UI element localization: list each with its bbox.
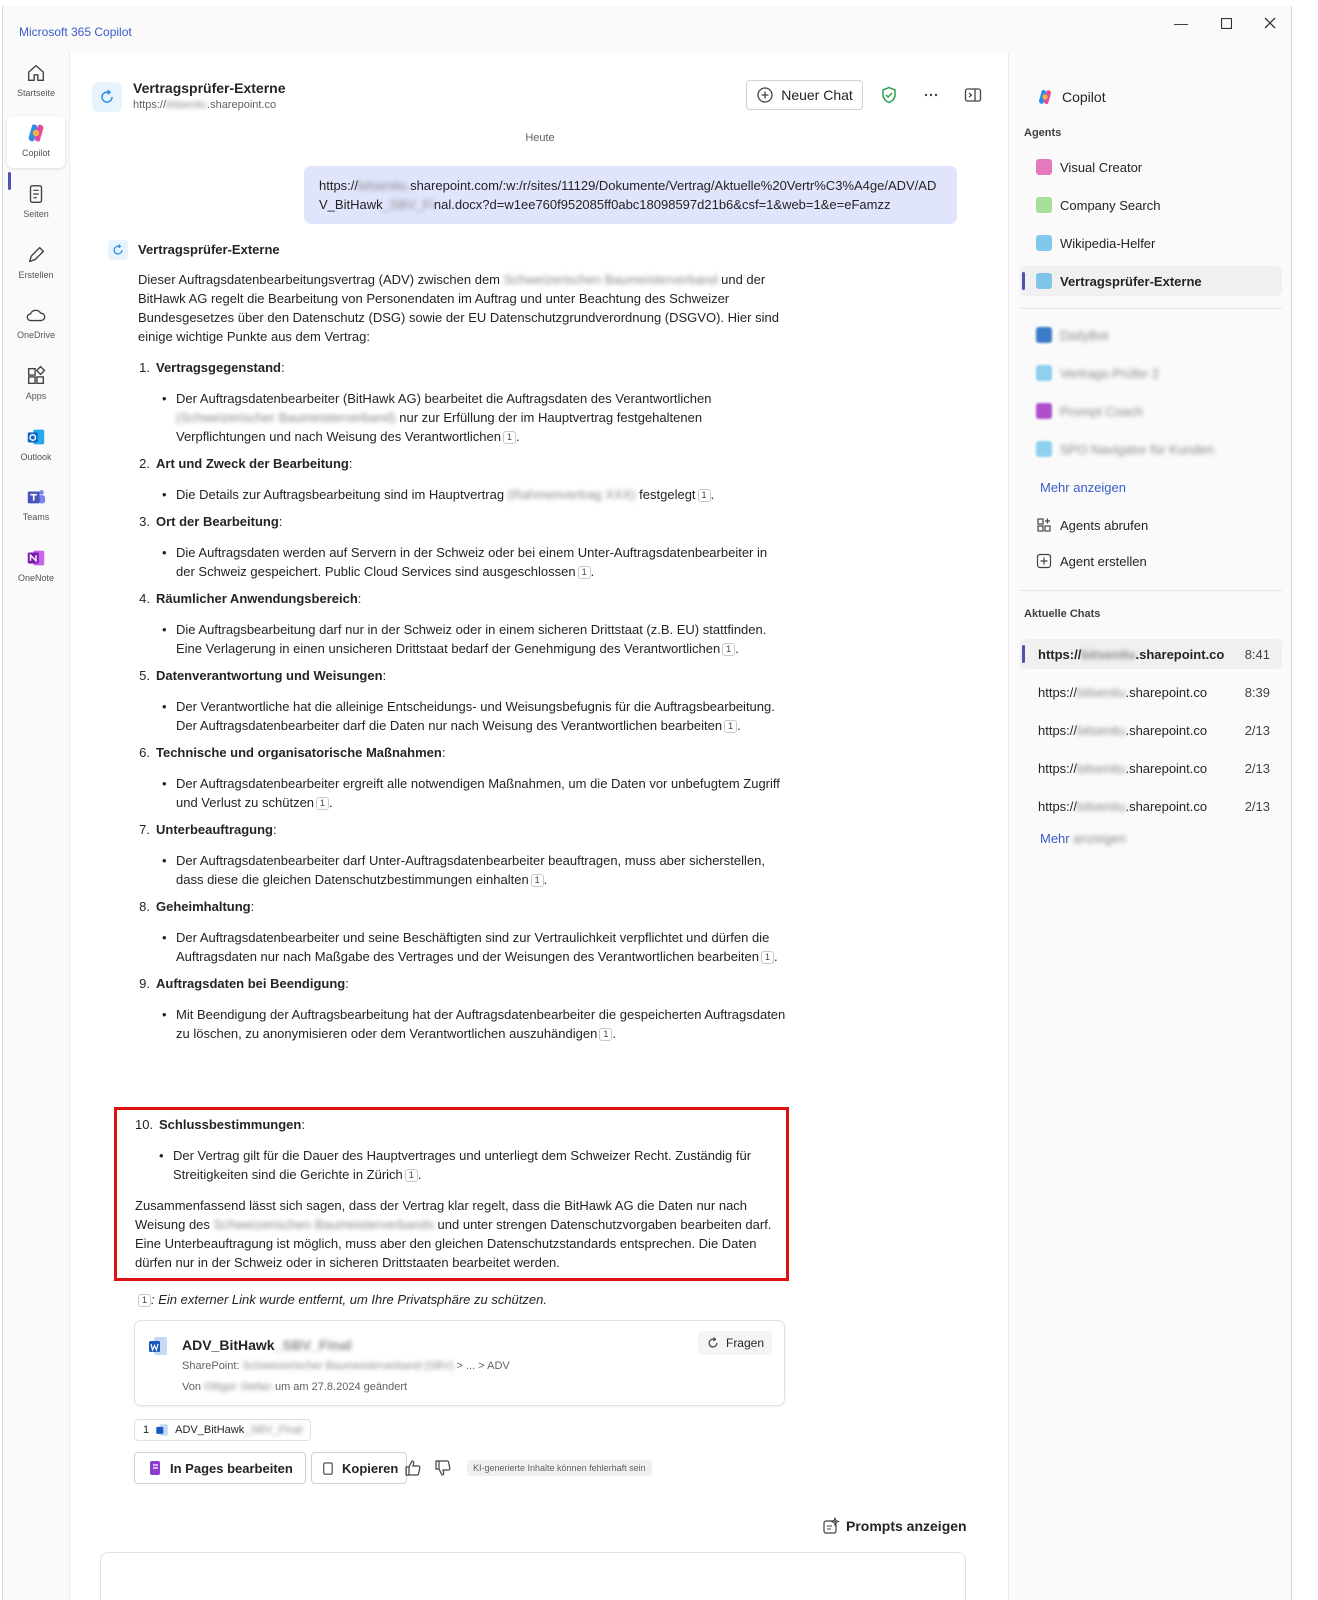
citation-marker[interactable]: 1 xyxy=(138,1294,151,1307)
citation-marker[interactable]: 1 xyxy=(761,951,774,964)
recent-chat-item[interactable]: https://bitsenitu.sharepoint.co 2/13 xyxy=(1038,798,1270,814)
right-panel xyxy=(1010,52,1292,1600)
copilot-nav-item[interactable]: Copilot xyxy=(1020,82,1282,112)
ask-button[interactable]: Fragen xyxy=(698,1331,772,1355)
chat-main xyxy=(69,52,1009,1600)
agent-item[interactable]: DailyBot xyxy=(1020,320,1282,350)
agent-icon xyxy=(1036,273,1052,289)
agent-item[interactable]: Vertrags-Prüfer 2 xyxy=(1020,358,1282,388)
citation-marker[interactable]: 1 xyxy=(316,797,329,810)
response-section xyxy=(138,974,788,1043)
rail-item-erstellen[interactable] xyxy=(7,238,65,290)
maximize-icon[interactable] xyxy=(1203,10,1249,36)
thumbs-up-icon[interactable] xyxy=(403,1458,423,1478)
cloud-icon xyxy=(25,304,47,326)
apps-icon xyxy=(25,365,47,387)
rail-label: Apps xyxy=(25,391,47,401)
new-chat-icon xyxy=(756,86,774,104)
show-prompts-button[interactable]: Prompts anzeigen xyxy=(822,1517,967,1535)
recent-chat-item[interactable]: https://bitsenitu.sharepoint.co 8:41 xyxy=(1020,639,1282,669)
recent-chat-item[interactable]: https://bitsenitu.sharepoint.co 2/13 xyxy=(1038,760,1270,776)
agent-icon xyxy=(1036,365,1052,381)
recent-chat-item[interactable]: https://bitsenitu.sharepoint.co 8:39 xyxy=(1038,684,1270,700)
response-agent-icon xyxy=(108,240,128,260)
rail-item-onedrive[interactable] xyxy=(7,298,65,350)
section-title: 1. Vertragsgegenstand: xyxy=(139,360,285,375)
section-title: 5. Datenverantwortung und Weisungen: xyxy=(139,668,387,683)
left-rail xyxy=(3,52,69,1600)
section-bullet: • Mit Beendigung der Auftragsbearbeitung hat der Auftragsdatenbearbeiter die gespeicherten Auftragsdaten zu löschen, zu anonymisieren oder dem Verantwortlichen auszuhändigen 1 . xyxy=(138,1005,788,1043)
pen-icon xyxy=(25,244,47,266)
rail-item-seiten[interactable] xyxy=(7,177,65,229)
section-bullet: • Der Auftragsdatenbearbeiter ergreift alle notwendigen Maßnahmen, um die Daten vor unbefugtem Zugriff und Verlust zu schützen 1 . xyxy=(138,774,788,812)
agent-icon xyxy=(1036,159,1052,175)
agent-item[interactable]: Company Search xyxy=(1020,190,1282,220)
rail-label: Seiten xyxy=(23,209,49,219)
divider xyxy=(1020,308,1282,309)
section-bullet: • Der Verantwortliche hat die alleinige Entscheidungs- und Weisungsbefugnis für die Auftragsbearbeitung. Der Auftragsdatenbearbeiter darf die Daten nur nach Weisung des Verantwortlichen bearbeiten 1 . xyxy=(138,697,788,735)
section-bullet: • Die Details zur Auftragsbearbeitung sind im Hauptvertrag (Rahmenvertrag XXX) festgelegt 1 . xyxy=(138,485,788,504)
citation-marker[interactable]: 1 xyxy=(698,489,711,502)
agent-icon xyxy=(1036,235,1052,251)
rail-label: Teams xyxy=(22,512,50,522)
citation-marker[interactable]: 1 xyxy=(503,431,516,444)
chat-time: 2/13 xyxy=(1244,760,1270,776)
response-section xyxy=(138,589,788,658)
response-section xyxy=(138,820,788,889)
section-bullet: • Die Auftragsdaten werden auf Servern in der Schweiz oder bei einem Unter-Auftragsdatenbearbeiter in der Schweiz gespeichert. Public Cloud Services sind ausgeschlossen 1 . xyxy=(138,543,788,581)
agents-heading: Agents xyxy=(1024,127,1062,139)
app-title: Microsoft 365 Copilot xyxy=(19,25,132,39)
response-section xyxy=(138,897,788,966)
agent-url: https://bitsenitu.sharepoint.co xyxy=(133,99,277,111)
chat-time: 2/13 xyxy=(1244,722,1270,738)
copilot-icon xyxy=(1036,88,1054,106)
section-bullet: • Die Auftragsbearbeitung darf nur in der Schweiz oder in einem sicheren Drittstaat (z.B. EU) stattfinden. Eine Verlagerung in einen unsicheren Drittstaat bedarf der Genehmigung des Verantwortlichen 1 . xyxy=(138,620,788,658)
citation-marker[interactable]: 1 xyxy=(405,1169,418,1182)
title-bar xyxy=(3,6,1293,52)
section-title: 10. Schlussbestimmungen: xyxy=(135,1117,305,1132)
thumbs-down-icon[interactable] xyxy=(433,1458,453,1478)
edit-in-pages-button[interactable]: In Pages bearbeiten xyxy=(134,1452,306,1484)
rail-item-outlook[interactable] xyxy=(7,420,65,472)
section-bullet: • Der Auftragsdatenbearbeiter darf Unter-Auftragsdatenbearbeiter beauftragen, muss aber sicherstellen, dass diese die gleichen Datenschutzbestimmungen einhalten 1 . xyxy=(138,851,788,889)
reference-location: SharePoint: Schweizerischer Baumeisterverband (SBV) > ... > ADV xyxy=(182,1360,510,1372)
close-icon[interactable] xyxy=(1247,10,1293,36)
app-window xyxy=(2,6,1292,1600)
home-icon xyxy=(25,62,47,84)
summary-paragraph: Zusammenfassend lässt sich sagen, dass der Vertrag klar regelt, dass die BitHawk AG die Daten nur nach Weisung des Schweizerischen Baumeisterverbands und unter strengen Datenschutzvorgaben bearbeiten darf. Eine Unterbeauftragung ist möglich, muss aber den gleichen Datenschutzstandards entsprechen. Die Daten dürfen nur in der Schweiz oder in sicheren Drittstaaten bearbeitet werden. xyxy=(135,1198,772,1270)
minimize-icon[interactable]: — xyxy=(1174,15,1188,31)
rail-label: Erstellen xyxy=(18,270,54,280)
rail-label: OneNote xyxy=(17,573,55,583)
reference-chip[interactable]: 1 ADV_BitHawk_SBV_Final xyxy=(134,1419,311,1441)
citation-marker[interactable]: 1 xyxy=(722,643,735,656)
new-chat-button[interactable]: Neuer Chat xyxy=(746,80,863,110)
copy-icon xyxy=(320,1461,335,1476)
agent-item[interactable]: Vertragsprüfer-Externe xyxy=(1020,266,1282,296)
get-agents-button[interactable]: Agents abrufen xyxy=(1020,510,1282,540)
section-title: 7. Unterbeauftragung: xyxy=(139,822,277,837)
copy-button[interactable]: Kopieren xyxy=(311,1452,407,1484)
section-bullet: • Der Auftragsdatenbearbeiter (BitHawk AG) bearbeitet die Auftragsdaten des Verantwortlichen (Schweizerischer Baumeisterverband) nur zur Erfüllung der im Hauptvertrag festgehaltenen Verpflichtungen und nach Weisung des Verantwortlichen 1 . xyxy=(138,389,788,446)
rail-label: Startseite xyxy=(16,88,56,98)
citation-marker[interactable]: 1 xyxy=(531,874,544,887)
chat-time: 8:41 xyxy=(1244,646,1270,662)
word-file-icon xyxy=(155,1423,169,1437)
agent-item[interactable]: Wikipedia-Helfer xyxy=(1020,228,1282,258)
shield-check-icon[interactable] xyxy=(878,84,900,106)
reference-title[interactable]: ADV_BitHawk_SBV_Final xyxy=(182,1337,352,1353)
rail-label: Outlook xyxy=(20,452,52,462)
section-title: 3. Ort der Bearbeitung: xyxy=(139,514,283,529)
ai-disclaimer: KI-generierte Inhalte können fehlerhaft sein xyxy=(467,1460,652,1476)
more-options-icon[interactable] xyxy=(920,84,942,106)
agent-icon xyxy=(1036,403,1052,419)
response-sections xyxy=(138,358,788,1043)
rail-label: Copilot xyxy=(21,148,50,158)
section-title: 8. Geheimhaltung: xyxy=(139,899,255,914)
reference-modified: Von Ottiger Stefan um am 27.8.2024 geändert xyxy=(182,1381,408,1393)
recent-chats-heading: Aktuelle Chats xyxy=(1024,608,1101,620)
section-title: 6. Technische und organisatorische Maßnahmen: xyxy=(139,745,446,760)
agent-item[interactable]: Prompt Coach xyxy=(1020,396,1282,426)
closing-block xyxy=(135,1115,785,1272)
response-section xyxy=(138,512,788,581)
pages-icon xyxy=(25,183,47,205)
agent-icon xyxy=(1036,327,1052,343)
onenote-icon xyxy=(25,547,47,569)
agent-header-icon xyxy=(92,82,122,112)
rail-item-onenote[interactable] xyxy=(7,541,65,593)
section-bullet: • Der Vertrag gilt für die Dauer des Hauptvertrages und unterliegt dem Schweizer Recht. Zuständig für Streitigkeiten sind die Gerichte in Zürich 1 . xyxy=(135,1146,785,1184)
rail-item-apps[interactable] xyxy=(7,359,65,411)
response-section xyxy=(138,454,788,504)
divider xyxy=(1020,590,1282,591)
section-title: 4. Räumlicher Anwendungsbereich: xyxy=(139,591,362,606)
section-title: 9. Auftragsdaten bei Beendigung: xyxy=(139,976,349,991)
footnote: 1 : Ein externer Link wurde entfernt, um Ihre Privatsphäre zu schützen. xyxy=(136,1292,547,1307)
rail-item-copilot[interactable] xyxy=(7,116,65,168)
add-icon xyxy=(1036,553,1052,569)
response-agent-name: Vertragsprüfer-Externe xyxy=(138,242,280,257)
side-panel-icon[interactable] xyxy=(962,84,984,106)
pages-app-icon xyxy=(147,1460,163,1476)
citation-marker[interactable]: 1 xyxy=(599,1028,612,1041)
rail-label: OneDrive xyxy=(16,330,55,340)
recent-chat-item[interactable]: https://bitsenitu.sharepoint.co 2/13 xyxy=(1038,722,1270,738)
response-section xyxy=(138,666,788,735)
reference-card[interactable] xyxy=(134,1320,785,1406)
agent-icon xyxy=(1036,441,1052,457)
show-more-agents-link[interactable]: Mehr anzeigen xyxy=(1040,480,1126,495)
agent-item[interactable]: Visual Creator xyxy=(1020,152,1282,182)
agent-name: Vertragsprüfer-Externe xyxy=(133,80,286,96)
chat-time: 8:39 xyxy=(1244,684,1270,700)
agent-refresh-icon xyxy=(98,88,116,106)
response-section xyxy=(138,743,788,812)
copilot-icon xyxy=(25,122,47,144)
agent-icon xyxy=(1036,197,1052,213)
rail-item-teams[interactable] xyxy=(7,480,65,532)
outlook-icon xyxy=(25,426,47,448)
show-more-chats-link[interactable]: Mehr anzeigen xyxy=(1040,831,1127,846)
date-label: Heute xyxy=(525,132,555,144)
citation-marker[interactable]: 1 xyxy=(724,720,737,733)
apps-icon xyxy=(1036,517,1052,533)
teams-icon xyxy=(25,486,47,508)
chat-time: 2/13 xyxy=(1244,798,1270,814)
section-bullet: • Der Auftragsdatenbearbeiter und seine Beschäftigten sind zur Vertraulichkeit verpflichtet und dürfen die Auftragsdaten nur nach Maßgabe des Vertrages und der Weisungen des Verantwortlichen bearbeiten 1 . xyxy=(138,928,788,966)
prompts-icon xyxy=(822,1517,840,1535)
citation-marker[interactable]: 1 xyxy=(578,566,591,579)
response-body xyxy=(138,270,788,1051)
agent-item[interactable]: SPO Navigator für Kunden xyxy=(1020,434,1282,464)
create-agent-button[interactable]: Agent erstellen xyxy=(1020,546,1282,576)
response-section xyxy=(138,358,788,446)
word-file-icon xyxy=(147,1335,169,1357)
message-composer[interactable] xyxy=(100,1552,966,1600)
section-title: 2. Art und Zweck der Bearbeitung: xyxy=(139,456,353,471)
user-message: https://bitsenitu.sharepoint.com/:w:/r/sites/11129/Dokumente/Vertrag/Aktuelle%20Vertr%C3%A4ge/ADV/ADV_BitHawk_SBV_Final.docx?d=w1ee760f952085ff0abc18098597d21b6&csf=1&web=1&e=eFamzz xyxy=(304,166,957,224)
response-intro: Dieser Auftragsdatenbearbeitungsvertrag (ADV) zwischen dem Schweizerischen Baumeisterverband und der BitHawk AG regelt die Bearbeitung von Personendaten im Auftrag und unter Beachtung des Schweizer Bundesgesetzes über den Datenschutz (DSG) sowie der EU Datenschutzgrundverordnung (DSGVO). Hier sind einige wichtige Punkte aus dem Vertrag: xyxy=(138,272,779,344)
rail-item-startseite[interactable] xyxy=(7,56,65,108)
ask-icon xyxy=(706,1336,720,1350)
